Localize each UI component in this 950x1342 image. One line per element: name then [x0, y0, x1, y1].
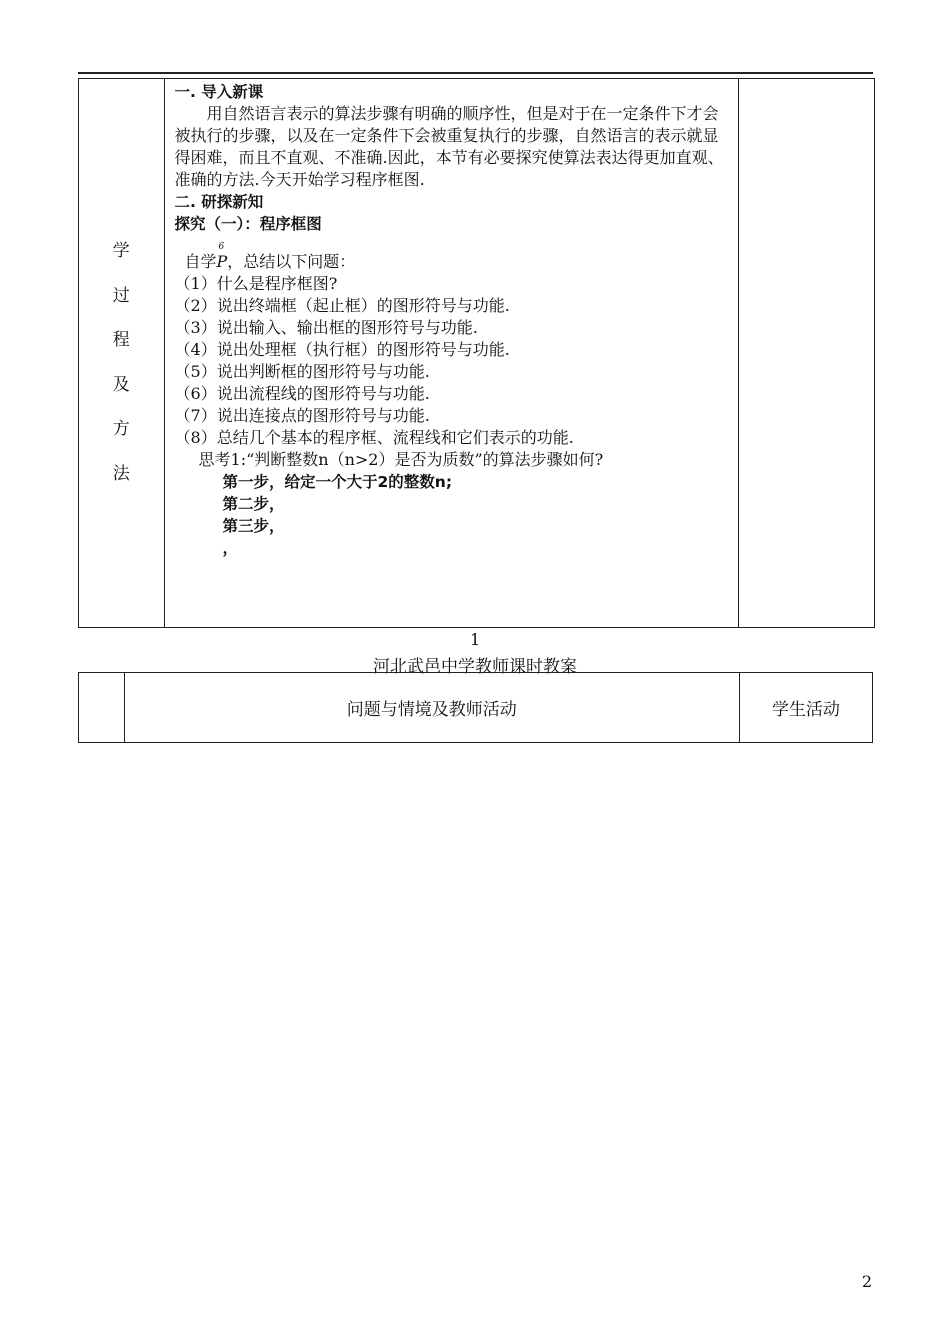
side-label-char: 法 — [112, 463, 130, 484]
list-item: （5）说出判断框的图形符号与功能. — [174, 362, 430, 381]
lesson-table — [78, 78, 875, 628]
header-col-2: 问题与情境及教师活动 — [124, 673, 739, 743]
header-table — [78, 672, 873, 743]
list-item: （6）说出流程线的图形符号与功能. — [174, 384, 430, 403]
list-item: （8）总结几个基本的程序框、流程线和它们表示的功能. — [174, 428, 574, 447]
student-activity-cell — [738, 79, 874, 628]
side-label — [79, 229, 164, 496]
step-1: 第一步，给定一个大于2的整数n; — [222, 473, 453, 491]
heading-intro: 一. 导入新课 — [174, 83, 264, 101]
header-col-3: 学生活动 — [739, 673, 872, 743]
heading-explore: 二. 研探新知 — [174, 193, 264, 211]
top-rule — [78, 72, 873, 74]
side-label-char: 程 — [112, 330, 130, 350]
step-3: 第三步， — [222, 517, 285, 535]
self-study-prefix: 自学 — [184, 252, 217, 271]
list-item: （1）什么是程序框图? — [174, 274, 338, 293]
self-study-line — [175, 242, 728, 273]
header-col-1 — [79, 673, 125, 743]
list-item: （2）说出终端框（起止框）的图形符号与功能. — [174, 296, 510, 315]
heading-flowchart: 探究（一）：程序框图 — [174, 215, 322, 233]
page-variable: P — [216, 252, 228, 271]
page-number-footer: 2 — [861, 1272, 872, 1291]
think-question: 思考1:“判断整数n（n>2）是否为质数”的算法步骤如何? — [198, 450, 604, 469]
question-list — [175, 273, 728, 449]
intro-paragraph: 用自然语言表示的算法步骤有明确的顺序性，但是对于在一定条件下才会被执行的步骤，以及在一定条件下会被重复执行的步骤，自然语言的表示就显得困难，而且不直观、不准确.因此，本节有必要探究使算法表达得更加直观、准确的方法.今天开始学习程序框图. — [174, 104, 724, 189]
page-number-mid: 1 — [470, 630, 481, 649]
list-item: （7）说出连接点的图形符号与功能. — [174, 406, 430, 425]
side-label-char: 方 — [112, 419, 130, 439]
self-study-suffix: ，总结以下问题： — [227, 252, 356, 271]
school-title: 河北武邑中学教师课时教案 — [373, 657, 577, 677]
side-label-char: 过 — [112, 285, 130, 306]
step-2: 第二步， — [222, 495, 285, 513]
page-superscript: 6 — [218, 242, 225, 252]
main-content-cell — [164, 79, 738, 628]
list-item: （4）说出处理框（执行框）的图形符号与功能. — [174, 340, 510, 359]
side-label-char: 学 — [112, 241, 130, 261]
step-4: ， — [222, 539, 239, 557]
list-item: （3）说出输入、输出框的图形符号与功能. — [174, 318, 478, 337]
side-label-char: 及 — [112, 374, 130, 395]
side-label-cell — [79, 79, 165, 628]
